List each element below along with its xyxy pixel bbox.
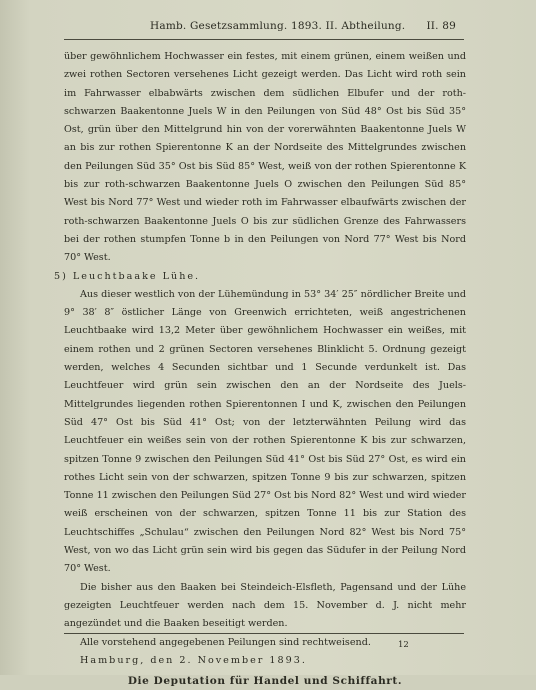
signature-mark: 12	[398, 640, 409, 650]
header-rule	[64, 39, 464, 40]
paragraph-continuation: über gewöhnlichem Hochwasser ein festes, mit einem grünen, einem weißen und zwei rothen Sectoren versehenes Licht gezeigt werden. Das Licht wird roth sein im Fahrwasser elbabwärts zwischen dem südlichen Elbufer und der roth-schwarzen Baakentonne Juels W in den Peilungen von Süd 48° Ost bis Süd 35° Ost, grün über den Mittelgrund hin von der vorerwähnten Baakentonne Juels W an bis zur rothen Spierentonne K an der Nordseite des Mittelgrundes zwischen den Peilungen Süd 35° Ost bis Süd 85° West, weiß von der rothen Spierentonne K bis zur roth-schwarzen Baakentonne Juels O zwischen den Peilungen Süd 85° West bis Nord 77° West und wieder roth im Fahrwasser elbaufwärts zwischen der roth-schwarzen Baakentonne Juels O bis zur südlichen Grenze des Fahrwassers bei der rothen stumpfen Tonne b in den Peilungen von Nord 77° West bis Nord 70° West.	[64, 51, 466, 264]
running-header	[64, 20, 464, 36]
signature: Die Deputation für Handel und Schiffahrt.	[127, 675, 403, 688]
paragraph-baaken: Die bisher aus den Baaken bei Steindeich-Elsfleth, Pagensand und der Lühe gezeigten Leuchtfeuer werden nach dem 15. November d. J. nicht mehr angezündet und die Baaken beseitigt werden.	[64, 581, 466, 630]
header-title: Hamb. Gesetzsammlung. 1893. II. Abtheilung.	[150, 20, 406, 32]
footer-rule	[64, 633, 464, 634]
page-number: II. 89	[426, 20, 456, 32]
paragraph-peilungen: Alle vorstehend angegebenen Peilungen sind rechtweisend.	[80, 636, 371, 648]
paragraph-leuchtbaake: Aus dieser westlich von der Lühemündung in 53° 34′ 25″ nördlicher Breite und 9° 38′ 8″ östlicher Länge von Greenwich errichteten, weiß angestrichenen Leuchtbaake wird 13,2 Meter über gewöhnlichem Hochwasser ein weißes, mit einem rothen und 2 grünen Sectoren versehenes Blinklicht 5. Ordnung gezeigt werden, welches 4 Secunden sichtbar und 1 Secunde verdunkelt ist. Das Leuchtfeuer wird grün sein zwischen den an der Nordseite des Juels-Mittelgrundes liegenden rothen Spierentonnen I und K, zwischen den Peilungen Süd 47° Ost bis Süd 41° Ost; von der letzterwähnten Peilung wird das Leuchtfeuer ein weißes sein von der rothen Spierentonne K bis zur schwarzen, spitzen Tonne 9 zwischen den Peilungen Süd 41° Ost bis Süd 27° Ost, es wird ein rothes Licht sein von der schwarzen, spitzen Tonne 9 bis zur schwarzen, spitzen Tonne 11 zwischen den Peilungen Süd 27° Ost bis Nord 82° West und wird wieder weiß erscheinen von der schwarzen, spitzen Tonne 11 bis zur Station des Leuchtschiffes „Schulau“ zwischen den Peilungen Nord 82° West bis Nord 75° West, von wo das Licht grün sein wird bis gegen das Südufer in der Peilung Nord 70° West.	[64, 288, 466, 575]
section-heading: 5) Leuchtbaake Lühe.	[54, 270, 201, 282]
date-line: Hamburg, den 2. November 1893.	[80, 654, 307, 666]
page-body	[54, 48, 466, 690]
